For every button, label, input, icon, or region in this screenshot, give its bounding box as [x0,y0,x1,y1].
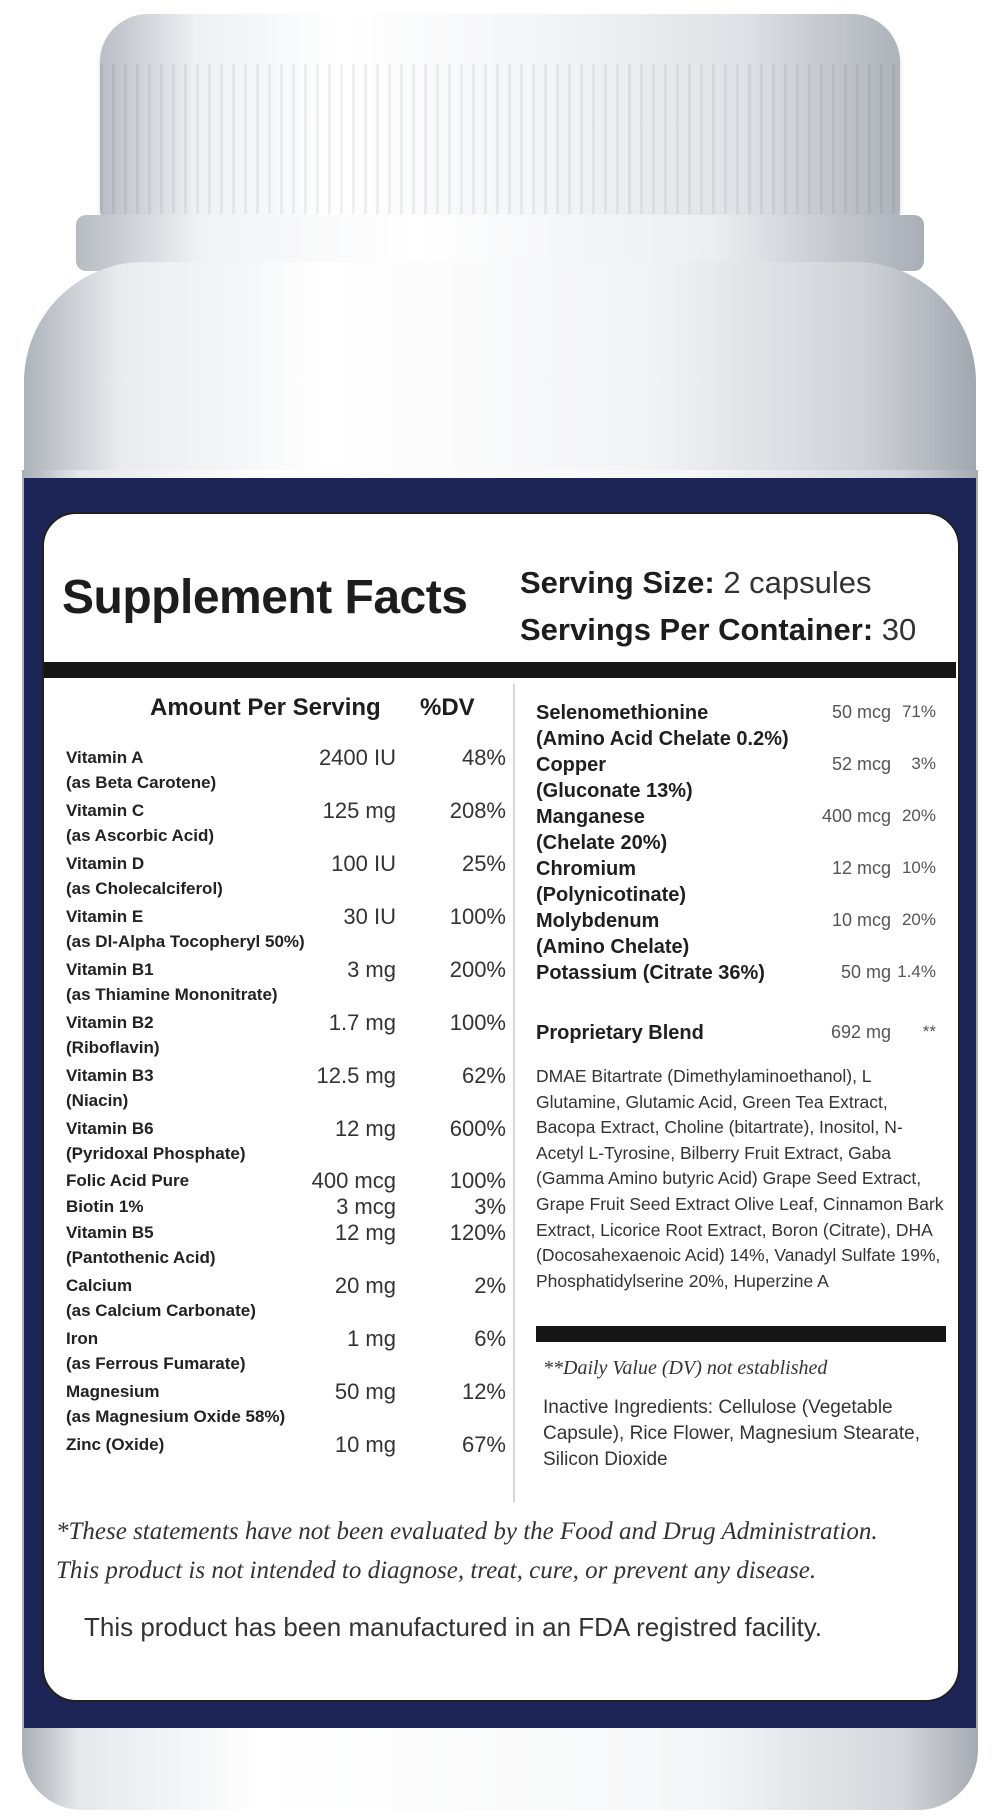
mineral-name [536,856,686,908]
mineral-name [536,908,689,960]
nutrient-name-text: Biotin 1% [66,1197,144,1216]
nutrient-name [66,851,223,901]
cap-ridges [100,64,900,214]
proprietary-blend-amount: 692 mg [830,1022,891,1042]
proprietary-blend-name: Proprietary Blend [536,1022,704,1044]
fda-disclaimer-line-2: This product is not intended to diagnose, treat, cure, or prevent any disease. [56,1557,817,1584]
nutrient-dv: 3% [474,1194,506,1219]
mineral-source: (Amino Acid Chelate 0.2%) [536,728,789,750]
nutrient-dv: 100% [449,904,506,929]
nutrient-name [66,1432,164,1457]
mineral-row [536,804,936,856]
nutrient-row [66,1273,506,1325]
fda-facility-statement: This product has been manufactured in an FDA registred facility. [84,1612,823,1642]
nutrient-source: (as Calcium Carbonate) [66,1301,256,1320]
nutrient-source: (as Ascorbic Acid) [66,826,215,845]
mineral-amount: 10 mcg [831,910,891,930]
mineral-source: (Amino Chelate) [536,936,690,958]
nutrient-row [66,1220,506,1272]
nutrient-dv: 120% [449,1220,506,1245]
nutrient-name-text: Calcium [66,1276,133,1295]
nutrient-row [66,1326,506,1378]
nutrient-source: (as Thiamine Mononitrate) [66,985,278,1004]
nutrient-name [66,957,278,1007]
nutrient-name [66,1010,160,1060]
mineral-name [536,960,765,986]
mineral-source: (Gluconate 13%) [536,780,693,802]
nutrient-row [66,1379,506,1431]
servings-per-container-value: 30 [881,612,917,647]
nutrient-name [66,1220,216,1270]
nutrient-dv: 100% [449,1010,506,1035]
nutrient-dv: 200% [449,957,506,982]
proprietary-blend-ingredients: DMAE Bitartrate (Dimethylaminoethanol), L Glutamine, Glutamic Acid, Green Tea Extract, Bacopa Extract, Choline (bitartrate), Inositol, N-Acetyl L-Tyrosine, Bilberry Fruit Extract, Gaba (Gamma Amino butyric Acid) Grape Seed Extract, Grape Fruit Seed Extract Olive Leaf, Cinnamon Bark Extract, Licorice Root Extract, Boron (Citrate), DHA (Docosahexaenoic Acid) 14%, Vanadyl Sulfate 19%, Phosphatidylserine 20%, Huperzine A [536,1066,944,1291]
nutrient-amount: 1 mg [347,1326,396,1351]
nutrient-name [66,1116,245,1166]
nutrient-name [66,904,305,954]
nutrient-source: (Niacin) [66,1091,129,1110]
nutrient-source: (as Ferrous Fumarate) [66,1354,246,1373]
nutrient-dv: 62% [461,1063,506,1088]
serving-size [520,565,872,601]
nutrient-name-text: Iron [66,1329,99,1348]
mineral-row [536,700,936,752]
mineral-amount: 50 mcg [831,702,891,722]
mineral-name [536,804,667,856]
supplement-facts-title: Supplement Facts [62,571,468,624]
nutrient-row [66,1010,506,1062]
mineral-dv: 20% [901,806,936,825]
nutrient-name [66,1168,189,1193]
nutrient-amount: 2400 IU [318,745,396,770]
mineral-row [536,908,936,960]
nutrient-name-text: Magnesium [66,1382,160,1401]
nutrient-dv: 67% [461,1432,506,1457]
nutrient-name-text: Folic Acid Pure [66,1171,190,1190]
proprietary-blend-dv: ** [922,1022,936,1041]
column-divider [513,684,515,1502]
nutrient-amount: 400 mcg [311,1168,396,1193]
nutrient-amount: 3 mg [347,957,396,982]
nutrient-dv: 600% [449,1116,506,1141]
nutrient-name-text: Vitamin D [66,854,145,873]
nutrient-amount: 12 mg [334,1116,396,1141]
nutrient-row [66,957,506,1009]
mineral-name-text: Potassium (Citrate 36%) [536,962,765,984]
nutrient-amount: 12.5 mg [316,1063,396,1088]
nutrient-dv: 100% [449,1168,506,1193]
nutrient-dv: 208% [449,798,506,823]
bottle-cap [100,14,900,224]
nutrient-name-text: Vitamin B3 [66,1066,154,1085]
nutrient-source: (as Beta Carotene) [66,773,217,792]
nutrient-amount: 12 mg [334,1220,396,1245]
mineral-source: (Chelate 20%) [536,832,668,854]
header-divider-bar [44,662,956,678]
nutrient-row [66,851,506,903]
nutrient-name [66,1063,154,1113]
mineral-name-text: Copper [536,754,606,776]
inactive-ingredients: Inactive Ingredients: Cellulose (Vegetable Capsule), Rice Flower, Magnesium Stearate, Silicon Dioxide [543,1397,920,1470]
mineral-name-text: Selenomethionine [536,702,709,724]
nutrient-source: (Pyridoxal Phosphate) [66,1144,246,1163]
mineral-row [536,752,936,804]
nutrient-dv: 48% [461,745,506,770]
mineral-dv: 1.4% [897,962,936,981]
blend-divider-bar [536,1326,946,1342]
nutrient-amount: 50 mg [334,1379,396,1404]
nutrient-name-text: Vitamin B2 [66,1013,154,1032]
nutrient-source: (as Dl-Alpha Tocopheryl 50%) [66,932,305,951]
nutrient-amount: 30 IU [343,904,396,929]
mineral-dv: 71% [901,702,936,721]
mineral-row [536,960,936,1012]
mineral-amount: 12 mcg [831,858,891,878]
nutrient-name-text: Vitamin B6 [66,1119,154,1138]
nutrient-row [66,1116,506,1168]
nutrient-amount: 10 mg [334,1432,396,1457]
nutrient-name [66,745,216,795]
nutrient-name [66,1379,285,1429]
nutrient-name-text: Vitamin B1 [66,960,154,979]
nutrient-name-text: Vitamin A [66,748,144,767]
dv-header: %DV [420,694,475,721]
mineral-dv: 10% [901,858,936,877]
nutrient-source: (Pantothenic Acid) [66,1248,216,1267]
servings-per-container [520,612,916,648]
mineral-amount: 50 mg [840,962,891,982]
nutrient-source: (as Magnesium Oxide 58%) [66,1407,286,1426]
nutrient-amount: 3 mcg [336,1194,396,1219]
nutrient-dv: 12% [461,1379,506,1404]
nutrient-amount: 100 IU [331,851,396,876]
nutrient-name-text: Vitamin E [66,907,144,926]
nutrient-source: (Riboflavin) [66,1038,160,1057]
serving-size-value: 2 capsules [723,565,872,600]
mineral-amount: 52 mcg [831,754,891,774]
nutrient-name [66,1273,256,1323]
nutrient-dv: 2% [474,1273,506,1298]
nutrient-row [66,904,506,956]
nutrient-name [66,1326,246,1376]
mineral-dv: 20% [901,910,936,929]
nutrient-name-text: Zinc (Oxide) [66,1435,165,1454]
fda-disclaimer-line-1: *These statements have not been evaluated by the Food and Drug Administration. [56,1518,878,1545]
amount-per-serving-header: Amount Per Serving [150,694,381,721]
nutrient-amount: 1.7 mg [328,1010,396,1035]
mineral-row [536,856,936,908]
mineral-source: (Polynicotinate) [536,884,687,906]
nutrient-row [66,1432,506,1484]
servings-per-container-label: Servings Per Container: [520,612,874,647]
mineral-name [536,752,693,804]
nutrient-dv: 6% [474,1326,506,1351]
mineral-name-text: Manganese [536,806,645,828]
mineral-amount: 400 mcg [821,806,891,826]
nutrient-amount: 125 mg [322,798,396,823]
nutrient-row [66,1063,506,1115]
nutrient-dv: 25% [461,851,506,876]
mineral-dv: 3% [911,754,936,773]
nutrient-name-text: Vitamin B5 [66,1223,154,1242]
mineral-name-text: Molybdenum [536,910,660,932]
nutrient-row [66,798,506,850]
serving-size-label: Serving Size: [520,565,715,600]
nutrient-amount: 20 mg [334,1273,396,1298]
nutrient-source: (as Cholecalciferol) [66,879,223,898]
nutrient-name [66,798,214,848]
mineral-name [536,700,789,752]
nutrient-name-text: Vitamin C [66,801,145,820]
nutrient-name [66,1194,143,1219]
bottle-shoulder [24,262,976,492]
nutrient-row [66,745,506,797]
mineral-name-text: Chromium [536,858,636,880]
daily-value-note: **Daily Value (DV) not established [543,1357,828,1379]
